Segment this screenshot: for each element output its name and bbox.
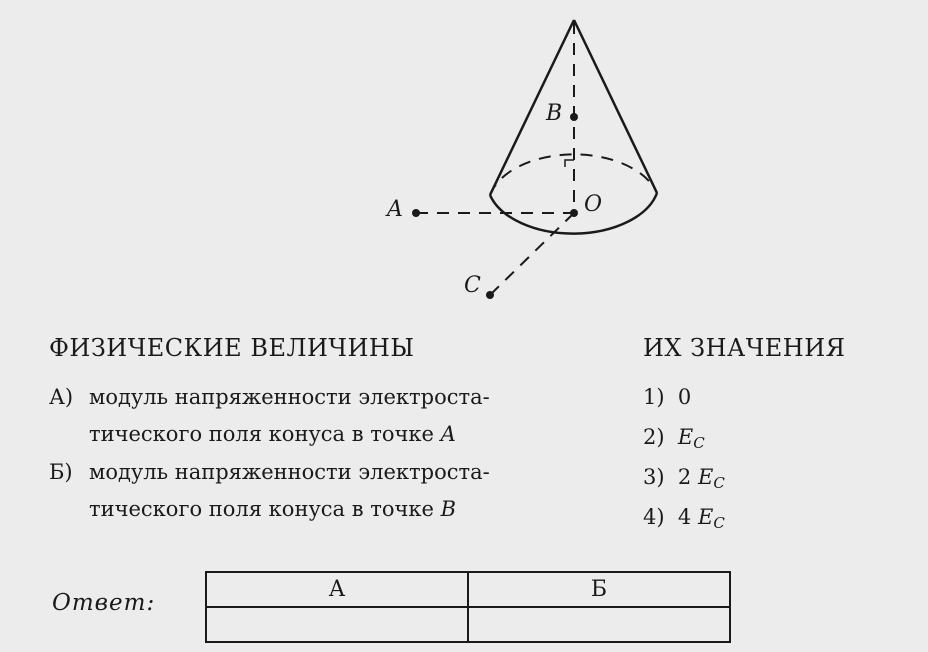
answer-table [205,571,731,643]
value-3-symbol: E [697,465,714,489]
quantity-b-point: B [440,497,457,521]
answer-label: Ответ: [52,590,156,616]
right-angle-mark [565,160,574,167]
quantity-a-line2 [89,422,456,446]
quantity-b-letter: Б) [49,460,73,484]
value-2-num: 2) [643,425,665,449]
value-2-sub: C [693,434,705,452]
value-1 [643,385,691,409]
value-2-symbol: E [677,425,694,449]
quantity-a-line1 [49,385,490,409]
quantity-b-line2 [89,497,456,521]
value-4 [643,505,725,532]
point-c-dot [486,291,494,299]
quantity-b-text1: модуль напряженности электроста- [89,460,490,484]
value-4-symbol: E [697,505,714,529]
answer-cell-a[interactable] [206,607,468,642]
value-1-coef: 0 [677,385,692,409]
quantity-b-text2: тического поля конуса в точке [89,497,441,521]
line-o-to-c [490,213,574,295]
value-2 [643,425,705,452]
point-o-dot [570,209,578,217]
value-4-num: 4) [643,505,665,529]
point-c-label: C [464,273,481,298]
value-3-coef: 2 [677,465,698,489]
value-4-sub: C [713,514,725,532]
answer-cell-b[interactable] [468,607,730,642]
point-b-label: B [546,101,563,126]
right-heading: ИХ ЗНАЧЕНИЯ [643,334,846,362]
point-o-label: O [584,192,603,217]
quantity-a-text1: модуль напряженности электроста- [89,385,490,409]
quantity-a-point: A [440,422,456,446]
quantity-a-letter: А) [49,385,74,409]
point-a-label: A [387,197,403,222]
cone-right-generatrix [574,20,657,193]
answer-header-b: Б [468,572,730,607]
answer-input-row [206,607,730,642]
point-a-dot [412,209,420,217]
value-3 [643,465,725,492]
left-heading: ФИЗИЧЕСКИЕ ВЕЛИЧИНЫ [49,334,415,362]
answer-header-a: А [206,572,468,607]
quantity-b-line1 [49,460,490,484]
point-b-dot [570,113,578,121]
value-3-num: 3) [643,465,665,489]
value-3-sub: C [713,474,725,492]
answer-header-row [206,572,730,607]
value-1-num: 1) [643,385,665,409]
value-4-coef: 4 [677,505,698,529]
cone-diagram [0,0,928,310]
quantity-a-text2: тического поля конуса в точке [89,422,441,446]
